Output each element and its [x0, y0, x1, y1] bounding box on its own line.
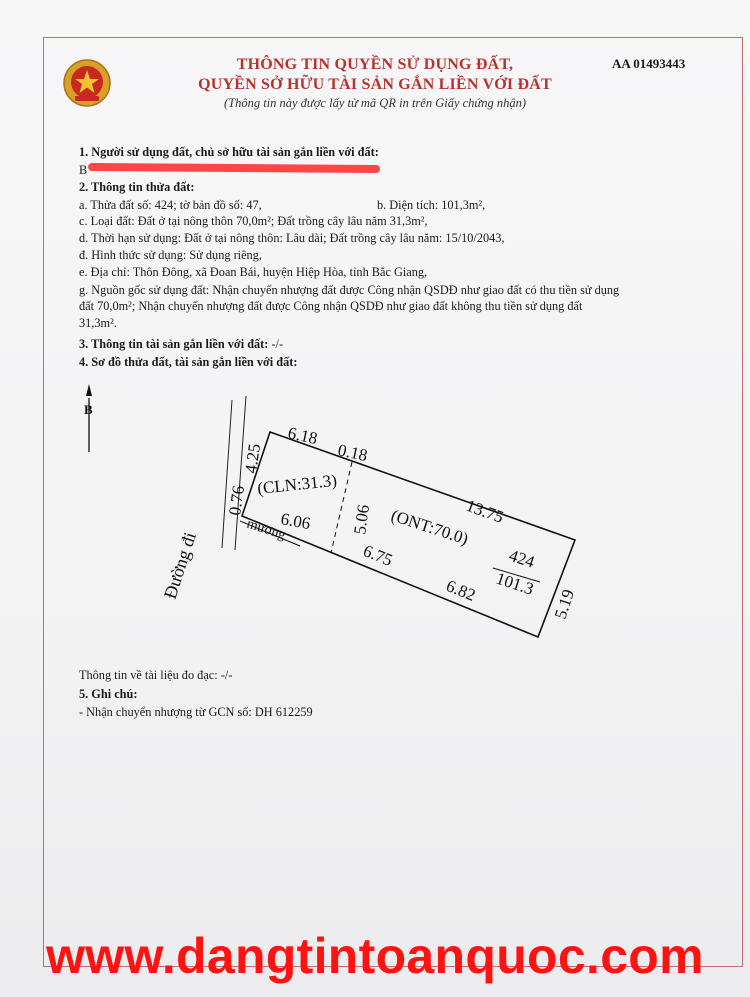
section4-heading: 4. Sơ đồ thửa đất, tài sản gắn liền với đất:	[79, 355, 298, 369]
note-line: - Nhận chuyển nhượng từ GCN số: DH 612259	[79, 705, 313, 719]
road-line-1	[222, 400, 232, 548]
parcel-outline	[242, 432, 575, 637]
document-title-line2: QUYỀN SỞ HỮU TÀI SẢN GẮN LIỀN VỚI ĐẤT	[198, 76, 552, 93]
section3-heading: 3. Thông tin tài sản gắn liền với đất:	[79, 337, 269, 351]
road-label: Đường đi	[159, 529, 201, 602]
parcel-area-label: 101.3	[493, 568, 537, 599]
document-subtitle: (Thông tin này được lấy từ mã QR in trên Giấy chứng nhận)	[223, 96, 527, 110]
origin-line-3: 31,3m².	[79, 316, 117, 330]
address-line: e. Địa chỉ: Thôn Đông, xã Đoan Bái, huyện Hiệp Hòa, tỉnh Bắc Giang,	[79, 265, 428, 279]
owner-name-prefix: B	[79, 163, 88, 177]
dim-bottom-right: 6.82	[443, 576, 479, 605]
usage-form-line: đ. Hình thức sử dụng: Sử dụng riêng,	[79, 248, 262, 262]
section1-heading: 1. Người sử dụng đất, chủ sở hữu tài sản gắn liền với đất:	[79, 145, 379, 159]
section5-heading: 5. Ghi chú:	[79, 687, 138, 701]
website-watermark: www.dangtintoanquoc.com	[46, 928, 704, 984]
north-arrow-icon	[86, 384, 92, 396]
land-type-line: c. Loại đất: Đất ở tại nông thôn 70,0m²; Đất trồng cây lâu năm 31,3m²,	[79, 214, 428, 228]
parcel-number-line: a. Thửa đất số: 424; tờ bản đồ số: 47,	[79, 198, 262, 212]
origin-line-2: đất 70,0m²; Nhận chuyển nhượng đất được Công nhận QSDĐ như giao đất không thu tiền sử dụng đất	[79, 299, 583, 313]
origin-line-1: g. Nguồn gốc sử dụng đất: Nhận chuyển nhượng đất được Công nhận QSDĐ như giao đất có thu tiền sử dụng	[79, 283, 620, 297]
north-label: B	[84, 402, 93, 417]
dim-inner-divider: 5.06	[350, 503, 374, 536]
survey-info-line: Thông tin về tài liệu đo đạc: -/-	[79, 668, 233, 682]
parcel-number-label: 424	[506, 545, 537, 572]
certificate-serial-number: AA 01493443	[612, 56, 686, 71]
section3-value: -/-	[268, 337, 284, 351]
dim-right-end: 5.19	[550, 587, 578, 622]
dim-left-top: 4.25	[241, 442, 265, 475]
dim-top-left: 6.18	[286, 423, 320, 449]
usage-term-line: d. Thời hạn sử dụng: Đất ở tại nông thôn: Lâu dài; Đất trồng cây lâu năm: 15/10/2043,	[79, 231, 505, 245]
dim-bottom-mid: 6.75	[360, 541, 396, 570]
dim-inner-left: 6.06	[279, 509, 312, 534]
ditch-label: mương	[244, 516, 288, 544]
section2-heading: 2. Thông tin thửa đất:	[79, 180, 195, 194]
zone-cln-label: (CLN:31.3)	[256, 470, 338, 498]
dim-top-small: 0.18	[336, 440, 370, 466]
zone-ont-label: (ONT:70.0)	[388, 505, 471, 549]
dim-left-mid: 0.76	[225, 484, 249, 517]
parcel-area-line: b. Diện tích: 101,3m²,	[377, 198, 486, 212]
document-title-line1: THÔNG TIN QUYỀN SỬ DỤNG ĐẤT,	[236, 56, 514, 73]
dim-top-right: 13.75	[463, 495, 507, 527]
